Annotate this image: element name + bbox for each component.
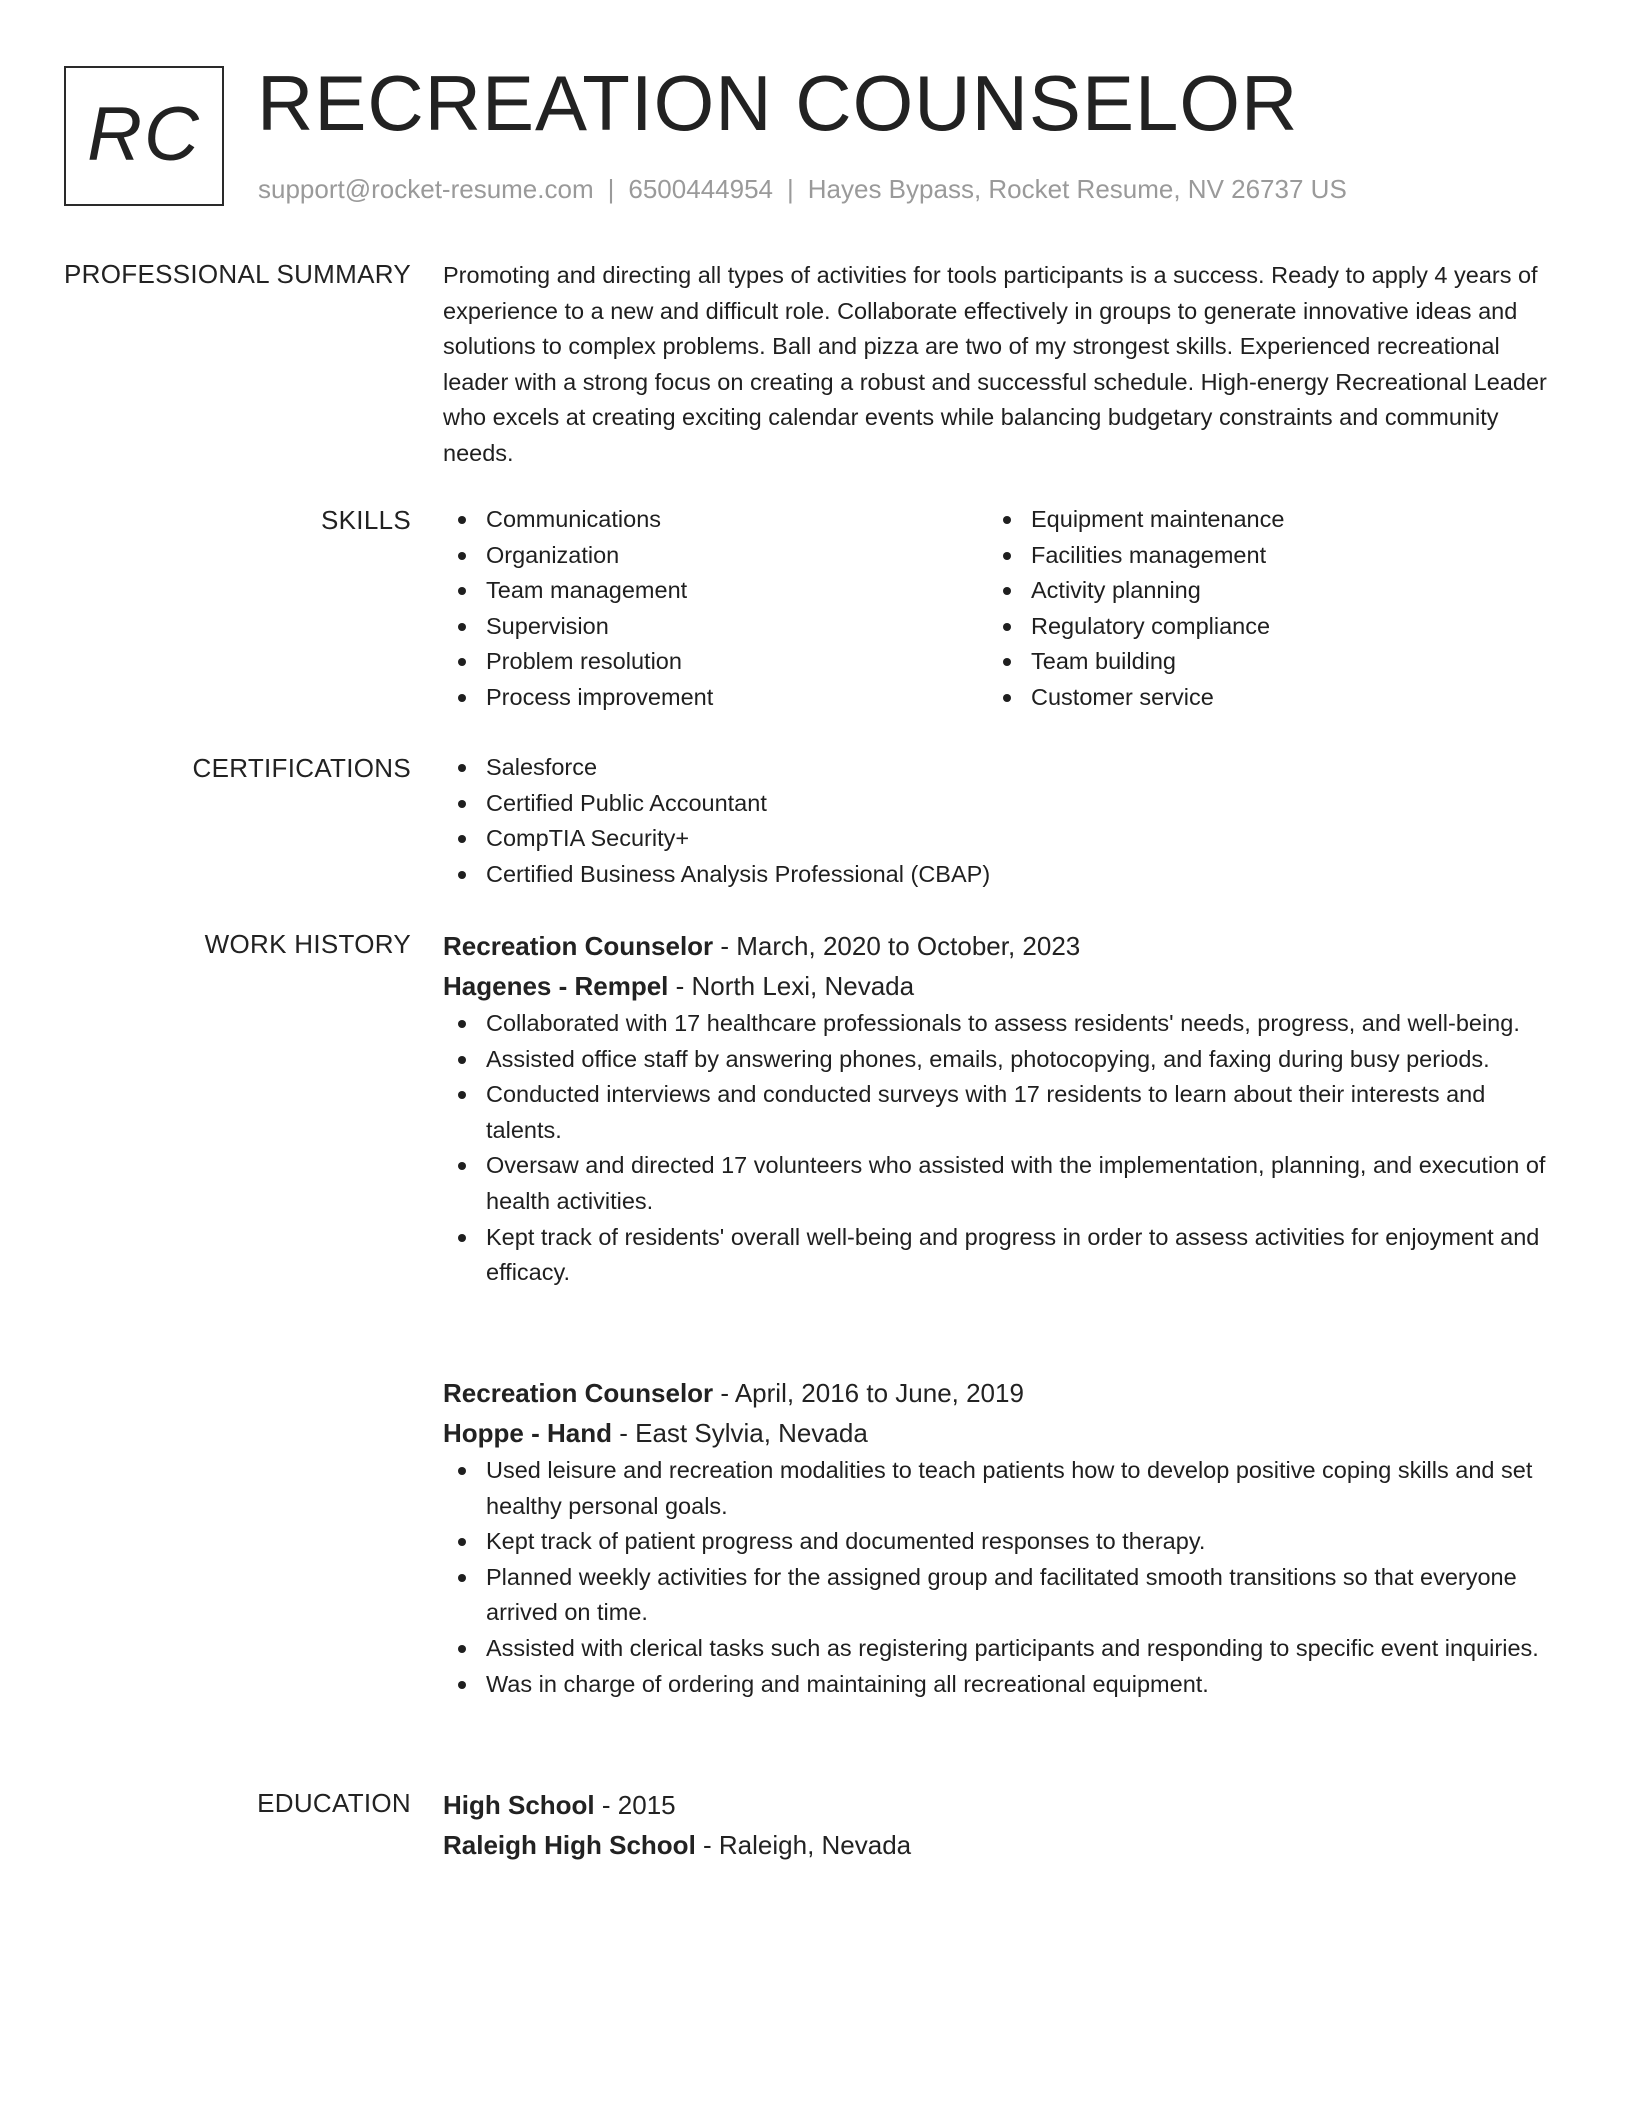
job-bullet: Planned weekly activities for the assigned group and facilitated smooth transitions so that everyone arrived on time. bbox=[443, 1560, 1553, 1631]
contact-line bbox=[258, 172, 1347, 206]
monogram-box bbox=[64, 66, 224, 206]
summary-heading: PROFESSIONAL SUMMARY bbox=[64, 259, 411, 289]
job-title-line bbox=[443, 1373, 1553, 1413]
summary-body bbox=[443, 258, 1553, 471]
contact-email[interactable]: support@rocket-resume.com bbox=[258, 174, 594, 204]
education-school: Raleigh High School bbox=[443, 1830, 696, 1860]
skills-list-right bbox=[988, 502, 1533, 716]
skill-item: Facilities management bbox=[988, 538, 1533, 574]
skills-list-left bbox=[443, 502, 988, 716]
work-history-heading: WORK HISTORY bbox=[204, 929, 411, 959]
job-company-line bbox=[443, 966, 1553, 1006]
skill-item: Equipment maintenance bbox=[988, 502, 1533, 538]
job-bullet: Kept track of residents' overall well-being and progress in order to assess activities for enjoyment and efficacy. bbox=[443, 1220, 1553, 1291]
job-dates: - April, 2016 to June, 2019 bbox=[713, 1378, 1024, 1408]
job-title-line bbox=[443, 926, 1553, 966]
job-entry bbox=[443, 1373, 1553, 1702]
education-school-line bbox=[443, 1825, 1553, 1865]
resume-title: RECREATION COUNSELOR bbox=[257, 59, 1299, 147]
skill-item: Process improvement bbox=[443, 680, 988, 716]
contact-separator: | bbox=[607, 174, 615, 204]
certifications-heading: CERTIFICATIONS bbox=[192, 753, 411, 783]
education-degree-line bbox=[443, 1785, 1553, 1825]
skills-body bbox=[443, 502, 1553, 716]
summary-text: Promoting and directing all types of activities for tools participants is a success. Ready to apply 4 years of experience to a new and difficult role. Collaborate effectively in groups to generate innovative ideas and solutions to complex problems. Ball and pizza are two of my strongest skills. Experienced recreational leader with a strong focus on creating a robust and successful schedule. High-energy Recreational Leader who excels at creating exciting calendar events while balancing budgetary constraints and community needs. bbox=[443, 262, 1547, 466]
job-entry bbox=[443, 926, 1553, 1291]
job-bullet: Assisted with clerical tasks such as registering participants and responding to specific event inquiries. bbox=[443, 1631, 1553, 1667]
certifications-list bbox=[443, 750, 1553, 892]
education-heading: EDUCATION bbox=[257, 1788, 411, 1818]
education-body bbox=[443, 1785, 1553, 1865]
skill-item: Regulatory compliance bbox=[988, 609, 1533, 645]
skill-item: Supervision bbox=[443, 609, 988, 645]
job-bullet: Collaborated with 17 healthcare professionals to assess residents' needs, progress, and well-being. bbox=[443, 1006, 1553, 1042]
skill-item: Communications bbox=[443, 502, 988, 538]
education-year: - 2015 bbox=[594, 1790, 676, 1820]
contact-phone[interactable]: 6500444954 bbox=[628, 174, 773, 204]
job-title: Recreation Counselor bbox=[443, 931, 714, 961]
job-bullet: Used leisure and recreation modalities to teach patients how to develop positive coping skills and set healthy personal goals. bbox=[443, 1453, 1553, 1524]
job-bullets bbox=[443, 1453, 1553, 1702]
certifications-body bbox=[443, 750, 1553, 892]
skills-heading: SKILLS bbox=[321, 505, 411, 535]
job-location: - East Sylvia, Nevada bbox=[612, 1418, 868, 1448]
job-title: Recreation Counselor bbox=[443, 1378, 714, 1408]
job-dates: - March, 2020 to October, 2023 bbox=[713, 931, 1081, 961]
skill-item: Organization bbox=[443, 538, 988, 574]
job-bullet: Assisted office staff by answering phones, emails, photocopying, and faxing during busy periods. bbox=[443, 1042, 1553, 1078]
certification-item: Certified Public Accountant bbox=[443, 786, 1553, 822]
education-location: - Raleigh, Nevada bbox=[695, 1830, 912, 1860]
job-company: Hagenes - Rempel bbox=[443, 971, 669, 1001]
job-bullet: Conducted interviews and conducted surveys with 17 residents to learn about their interests and talents. bbox=[443, 1077, 1553, 1148]
contact-address: Hayes Bypass, Rocket Resume, NV 26737 US bbox=[807, 174, 1347, 204]
education-degree: High School bbox=[443, 1790, 595, 1820]
certification-item: Salesforce bbox=[443, 750, 1553, 786]
certification-item: Certified Business Analysis Professional (CBAP) bbox=[443, 857, 1553, 893]
job-company-line bbox=[443, 1413, 1553, 1453]
skill-item: Team management bbox=[443, 573, 988, 609]
job-company: Hoppe - Hand bbox=[443, 1418, 612, 1448]
skill-item: Problem resolution bbox=[443, 644, 988, 680]
certification-item: CompTIA Security+ bbox=[443, 821, 1553, 857]
job-bullet: Kept track of patient progress and documented responses to therapy. bbox=[443, 1524, 1553, 1560]
job-bullet: Oversaw and directed 17 volunteers who assisted with the implementation, planning, and execution of health activities. bbox=[443, 1148, 1553, 1219]
contact-separator: | bbox=[787, 174, 794, 204]
monogram-initials: RC bbox=[87, 91, 201, 177]
skill-item: Customer service bbox=[988, 680, 1533, 716]
job-bullet: Was in charge of ordering and maintaining all recreational equipment. bbox=[443, 1667, 1553, 1703]
skill-item: Team building bbox=[988, 644, 1533, 680]
job-location: - North Lexi, Nevada bbox=[668, 971, 915, 1001]
job-bullets bbox=[443, 1006, 1553, 1291]
skill-item: Activity planning bbox=[988, 573, 1533, 609]
